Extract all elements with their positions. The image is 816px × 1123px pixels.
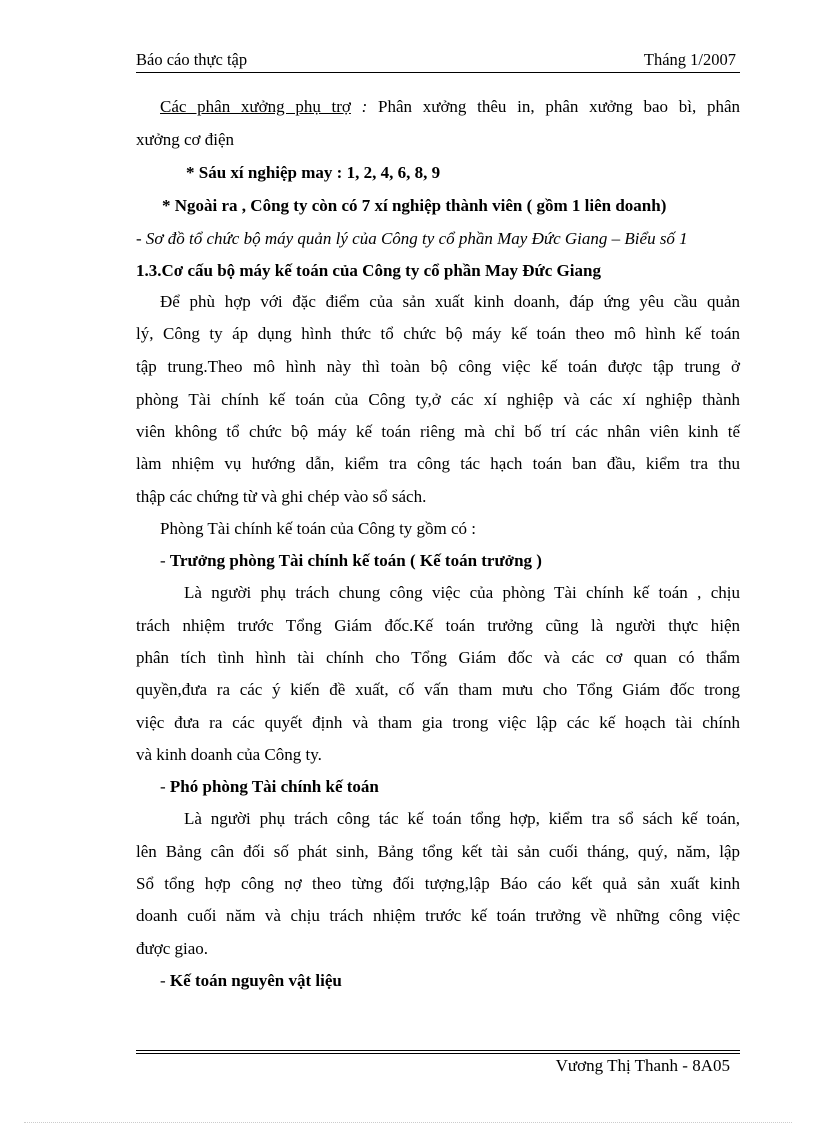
para2-line: thập các chứng từ và ghi chép vào sổ sách. (136, 487, 427, 506)
para3-line: Là người phụ trách chung công việc của phòng Tài chính kế toán , chịu (184, 583, 740, 602)
para4-line: được giao. (136, 939, 209, 958)
para2-line: làm nhiệm vụ hướng dẫn, kiểm tra công tác hạch toán ban đầu, kiểm tra thu (136, 454, 740, 473)
para4-line: lên Bảng cân đối số phát sinh, Bảng tổng kết tài sản cuối tháng, quý, năm, lập (136, 842, 740, 861)
footer-rule (136, 1050, 740, 1051)
para4-line: Sổ tổng hợp công nợ theo từng đối tượng,lập Báo cáo kết quả sản xuất kinh (136, 874, 740, 893)
role-ke-toan-nvl: - Kế toán nguyên vật liệu (160, 971, 342, 990)
para2-line: Để phù hợp với đặc điểm của sản xuất kinh doanh, đáp ứng yêu cầu quản (160, 292, 740, 311)
para2-line: tập trung.Theo mô hình này thì toàn bộ công việc kế toán được tập trung ở (136, 357, 740, 376)
para2-line: viên không tổ chức bộ máy kế toán riêng mà chỉ bố trí các nhân viên kinh tế (136, 422, 740, 441)
role-pho-phong: - Phó phòng Tài chính kế toán (160, 777, 379, 796)
footer-author: Vương Thị Thanh - 8A05 (555, 1056, 730, 1075)
para4-line: Là người phụ trách công tác kế toán tổng hợp, kiểm tra sổ sách kế toán, (184, 809, 740, 828)
header-right: Tháng 1/2007 (643, 50, 736, 69)
bullet-xi-nghiep-thanh-vien: * Ngoài ra , Công ty còn có 7 xí nghiệp thành viên ( gồm 1 liên doanh) (162, 196, 667, 215)
role-truong-phong: - Trưởng phòng Tài chính kế toán ( Kế toán trưởng ) (160, 551, 542, 570)
bullet-xi-nghiep-may: * Sáu xí nghiệp may : 1, 2, 4, 6, 8, 9 (186, 163, 441, 182)
para1-line2: xưởng cơ điện (136, 130, 235, 149)
para3-line: phân tích tình hình tài chính cho Tổng Giám đốc và các cơ quan có thẩm (136, 648, 740, 667)
para1-label: Các phân xưởng phụ trợ (160, 97, 351, 116)
para4-line: doanh cuối năm và chịu trách nhiệm trước kế toán trưởng về những công việc (136, 906, 740, 925)
para2-line: phòng Tài chính kế toán của Công ty,ở các xí nghiệp và các xí nghiệp thành (136, 390, 740, 409)
para1-line1: Các phân xưởng phụ trợ : Phân xưởng thêu in, phân xưởng bao bì, phân (160, 97, 740, 116)
para3-line: quyền,đưa ra các ý kiến đề xuất, cố vấn tham mưu cho Tổng Giám đốc trong (136, 680, 740, 699)
para3-line: và kinh doanh của Công ty. (136, 745, 322, 764)
diagram-note: - Sơ đồ tổ chức bộ máy quản lý của Công ty cổ phần May Đức Giang – Biểu số 1 (136, 229, 688, 248)
para3-line: trách nhiệm trước Tổng Giám đốc.Kế toán trưởng cũng là người thực hiện (136, 616, 740, 635)
para3-line: việc đưa ra các quyết định và tham gia trong việc lập các kế hoạch tài chính (136, 713, 740, 732)
para2-line: lý, Công ty áp dụng hình thức tổ chức bộ máy kế toán theo mô hình kế toán (136, 324, 740, 343)
intro-line: Phòng Tài chính kế toán của Công ty gồm có : (160, 519, 477, 538)
section-title: 1.3.Cơ cấu bộ máy kế toán của Công ty cổ phần May Đức Giang (136, 261, 601, 280)
page-header (136, 50, 740, 73)
footer-rule (136, 1053, 740, 1054)
header-left: Báo cáo thực tập (136, 50, 248, 69)
